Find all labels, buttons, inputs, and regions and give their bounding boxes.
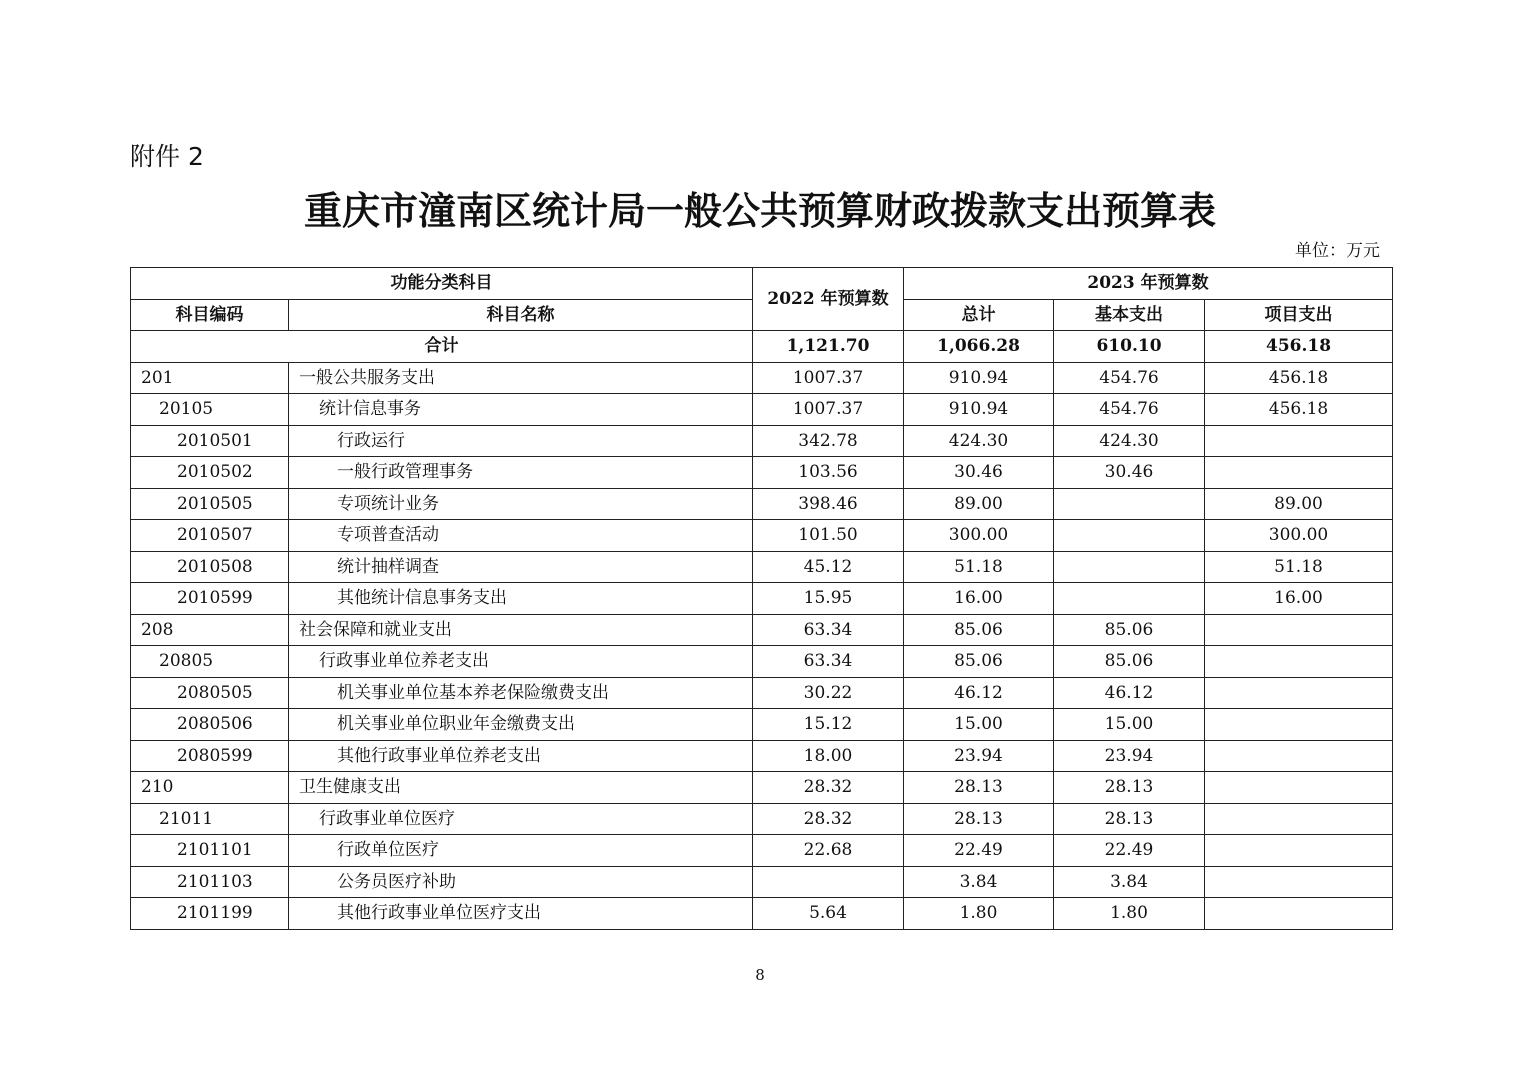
attachment-label: 附件 2 [130,142,204,171]
row-basic [1054,551,1205,583]
header-row-1 [131,268,1393,300]
total-row [131,331,1393,363]
row-project [1205,835,1393,867]
row-total: 16.00 [904,583,1054,615]
row-total: 89.00 [904,488,1054,520]
row-name: 行政运行 [289,425,753,457]
header-budget-2022: 2022 年预算数 [753,268,904,331]
table-row [131,551,1393,583]
row-basic: 23.94 [1054,740,1205,772]
table-row [131,803,1393,835]
row-basic: 46.12 [1054,677,1205,709]
row-budget-2022: 18.00 [753,740,904,772]
row-project [1205,866,1393,898]
row-project: 456.18 [1205,394,1393,426]
row-code: 2101101 [131,835,289,867]
header-function-class: 功能分类科目 [131,268,753,300]
row-basic [1054,583,1205,615]
total-budget-2022: 1,121.70 [753,331,904,363]
row-total: 15.00 [904,709,1054,741]
row-name: 行政单位医疗 [289,835,753,867]
total-basic: 610.10 [1054,331,1205,363]
table-row [131,457,1393,489]
row-total: 1.80 [904,898,1054,930]
row-name: 专项普查活动 [289,520,753,552]
table-row [131,677,1393,709]
row-budget-2022: 398.46 [753,488,904,520]
row-total: 424.30 [904,425,1054,457]
row-code: 2010505 [131,488,289,520]
row-name: 行政事业单位养老支出 [289,646,753,678]
row-code: 2080506 [131,709,289,741]
table-row [131,425,1393,457]
row-name: 卫生健康支出 [289,772,753,804]
row-total: 22.49 [904,835,1054,867]
header-name: 科目名称 [289,299,753,331]
row-code: 210 [131,772,289,804]
row-project [1205,772,1393,804]
table-row [131,898,1393,930]
row-basic: 454.76 [1054,362,1205,394]
row-project [1205,457,1393,489]
row-name: 社会保障和就业支出 [289,614,753,646]
row-name: 其他统计信息事务支出 [289,583,753,615]
row-total: 30.46 [904,457,1054,489]
row-code: 2010502 [131,457,289,489]
table-row [131,709,1393,741]
row-budget-2022: 22.68 [753,835,904,867]
row-project: 16.00 [1205,583,1393,615]
table-row [131,835,1393,867]
header-code: 科目编码 [131,299,289,331]
row-project: 51.18 [1205,551,1393,583]
row-project: 456.18 [1205,362,1393,394]
header-total: 总计 [904,299,1054,331]
row-project [1205,677,1393,709]
row-total: 300.00 [904,520,1054,552]
row-code: 201 [131,362,289,394]
row-basic: 85.06 [1054,646,1205,678]
row-basic: 1.80 [1054,898,1205,930]
row-budget-2022: 63.34 [753,646,904,678]
row-project [1205,898,1393,930]
header-budget-2023: 2023 年预算数 [904,268,1393,300]
row-budget-2022: 15.95 [753,583,904,615]
row-total: 23.94 [904,740,1054,772]
table-row [131,646,1393,678]
row-basic: 28.13 [1054,772,1205,804]
row-basic: 454.76 [1054,394,1205,426]
row-total: 28.13 [904,772,1054,804]
row-name: 机关事业单位基本养老保险缴费支出 [289,677,753,709]
total-project: 456.18 [1205,331,1393,363]
page-title: 重庆市潼南区统计局一般公共预算财政拨款支出预算表 [303,189,1216,233]
row-project [1205,614,1393,646]
row-code: 2101103 [131,866,289,898]
row-code: 208 [131,614,289,646]
table-row [131,488,1393,520]
row-basic: 22.49 [1054,835,1205,867]
row-budget-2022: 28.32 [753,803,904,835]
table-row [131,772,1393,804]
row-budget-2022: 342.78 [753,425,904,457]
row-project [1205,803,1393,835]
row-total: 3.84 [904,866,1054,898]
row-basic: 85.06 [1054,614,1205,646]
row-project [1205,425,1393,457]
row-budget-2022: 28.32 [753,772,904,804]
table-row [131,394,1393,426]
row-project [1205,740,1393,772]
row-budget-2022: 45.12 [753,551,904,583]
row-total: 85.06 [904,646,1054,678]
row-basic: 424.30 [1054,425,1205,457]
table-row [131,520,1393,552]
row-code: 2080599 [131,740,289,772]
row-total: 28.13 [904,803,1054,835]
row-budget-2022: 1007.37 [753,362,904,394]
table-row [131,866,1393,898]
row-total: 85.06 [904,614,1054,646]
row-total: 46.12 [904,677,1054,709]
row-code: 2010599 [131,583,289,615]
row-budget-2022: 101.50 [753,520,904,552]
total-total: 1,066.28 [904,331,1054,363]
row-total: 51.18 [904,551,1054,583]
row-total: 910.94 [904,362,1054,394]
row-budget-2022 [753,866,904,898]
row-name: 一般行政管理事务 [289,457,753,489]
row-code: 2010507 [131,520,289,552]
row-budget-2022: 103.56 [753,457,904,489]
row-basic: 3.84 [1054,866,1205,898]
row-code: 21011 [131,803,289,835]
row-name: 行政事业单位医疗 [289,803,753,835]
row-budget-2022: 63.34 [753,614,904,646]
row-name: 其他行政事业单位养老支出 [289,740,753,772]
row-basic: 28.13 [1054,803,1205,835]
table-row [131,740,1393,772]
row-basic: 30.46 [1054,457,1205,489]
row-name: 专项统计业务 [289,488,753,520]
row-project [1205,646,1393,678]
row-code: 2080505 [131,677,289,709]
row-project: 300.00 [1205,520,1393,552]
row-basic [1054,488,1205,520]
row-code: 2101199 [131,898,289,930]
table-row [131,614,1393,646]
row-project [1205,709,1393,741]
row-project: 89.00 [1205,488,1393,520]
row-total: 910.94 [904,394,1054,426]
row-name: 统计信息事务 [289,394,753,426]
row-code: 2010501 [131,425,289,457]
row-budget-2022: 1007.37 [753,394,904,426]
row-budget-2022: 5.64 [753,898,904,930]
row-name: 公务员医疗补助 [289,866,753,898]
row-budget-2022: 15.12 [753,709,904,741]
row-code: 20805 [131,646,289,678]
unit-label: 单位：万元 [1295,241,1380,261]
row-basic: 15.00 [1054,709,1205,741]
row-name: 统计抽样调查 [289,551,753,583]
row-name: 机关事业单位职业年金缴费支出 [289,709,753,741]
row-name: 其他行政事业单位医疗支出 [289,898,753,930]
row-code: 2010508 [131,551,289,583]
table-row [131,583,1393,615]
row-name: 一般公共服务支出 [289,362,753,394]
header-project: 项目支出 [1205,299,1393,331]
header-basic: 基本支出 [1054,299,1205,331]
row-budget-2022: 30.22 [753,677,904,709]
total-label: 合计 [131,331,753,363]
table-row [131,362,1393,394]
budget-table [130,267,1393,930]
page-number: 8 [755,966,765,984]
row-code: 20105 [131,394,289,426]
row-basic [1054,520,1205,552]
